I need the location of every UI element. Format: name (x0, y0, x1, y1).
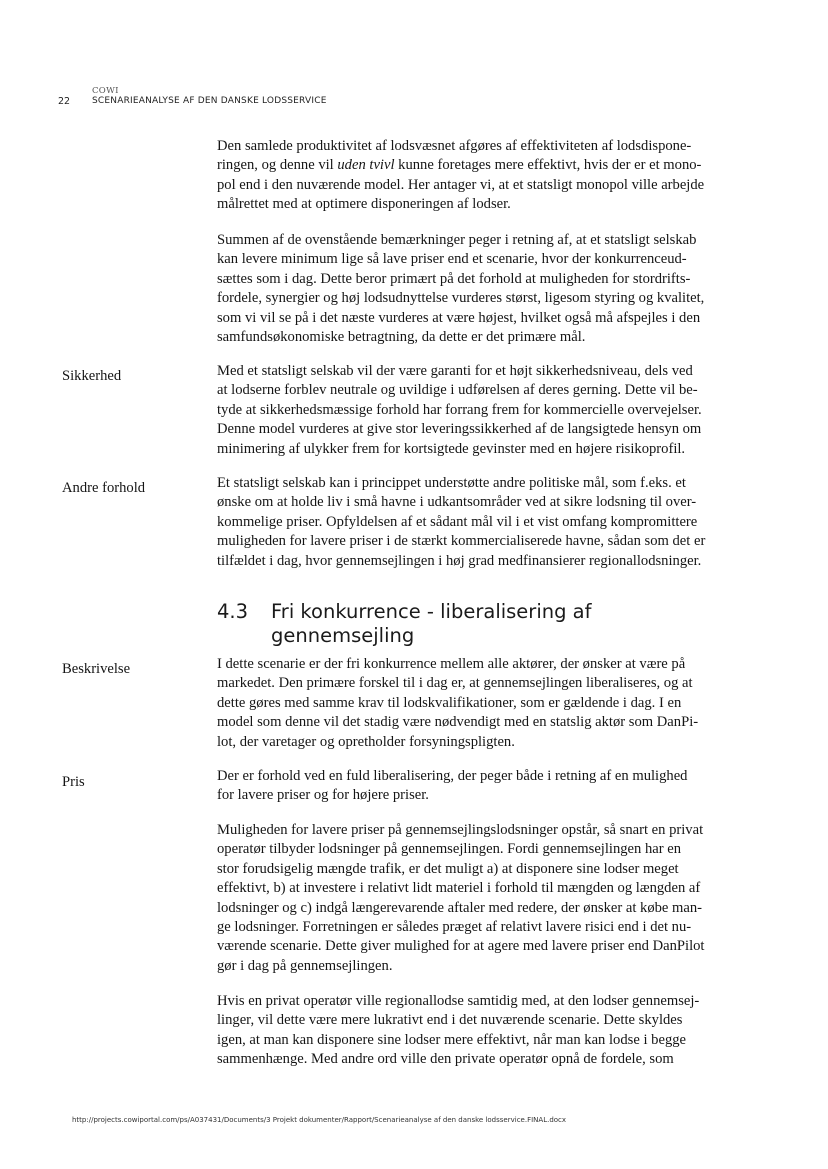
text-line: sammenhænge. Med andre ord ville den private operatør opnå de fordele, som (217, 1051, 674, 1068)
paragraph-other-conditions (217, 474, 713, 571)
paragraph-description (217, 655, 713, 752)
section-title (271, 600, 691, 648)
section-title-line: gennemsejling (271, 624, 415, 647)
text-line: målrettet med at optimere disponeringen af lodser. (217, 196, 511, 213)
text-line: ge lodsninger. Forretningen er således præget af relativt lavere risici end i det nu- (217, 919, 692, 936)
text-line: linger, vil dette være mere lukrativt end i det nuværende scenarie. Dette skyldes (217, 1012, 683, 1029)
text-line: samfundsøkonomiske betragtning, da dette er det primære mål. (217, 329, 586, 346)
text-line: Summen af de ovenstående bemærkninger peger i retning af, at et statsligt selskab (217, 232, 697, 248)
section-title-line: Fri konkurrence - liberalisering af (271, 600, 592, 623)
page-number: 22 (58, 96, 71, 107)
text-line: Denne model vurderes at give stor leveringssikkerhed af de langsigtede hensyn om (217, 421, 702, 438)
text-line: Den samlede produktivitet af lodsvæsnet afgøres af effektiviteten af lodsdispone- (217, 138, 692, 154)
text-line: muligheden for lavere priser i de stærkt kommercialiserede havne, sådan som det er (217, 533, 706, 550)
text-line: værende scenarie. Dette giver mulighed for at agere med lavere priser end DanPilot (217, 938, 705, 955)
text-line: dette gøres med samme krav til lodskvalifikationer, som er gældende i dag. I en (217, 694, 682, 711)
text-line: kan levere minimum lige så lave priser end et scenarie, hvor der konkurrenceud- (217, 251, 687, 268)
text-line: tilfældet i dag, hvor gennemsejlingen i høj grad medfinansierer regionallodsninger. (217, 552, 702, 569)
text-line: ønske om at holde liv i små havne i udkantsområder ved at sikre lodsning til over- (217, 494, 697, 511)
text-line: Muligheden for lavere priser på gennemsejlingslodsninger opstår, så snart en privat (217, 822, 704, 838)
text-line: Et statsligt selskab kan i princippet understøtte andre politiske mål, som f.eks. et (217, 475, 686, 491)
text-line: pol end i den nuværende model. Her antager vi, at et statsligt monopol ville arbejde (217, 176, 705, 193)
text-line: lodsninger og c) indgå længerevarende aftaler med redere, der ønsker at købe man- (217, 899, 703, 916)
side-label-andre-forhold: Andre forhold (62, 480, 146, 496)
text-line: minimering af ulykker frem for kortsigtede gevinster med en højere risikoprofil. (217, 440, 686, 457)
cowi-logo: COWI (92, 86, 119, 96)
side-label-sikkerhed: Sikkerhed (62, 368, 122, 384)
text-line: stor forudsigelig mængde trafik, er det muligt a) at disponere sine lodser meget (217, 860, 679, 877)
side-label-pris: Pris (62, 774, 85, 790)
text-line: Der er forhold ved en fuld liberalisering, der peger både i retning af en mulighed (217, 768, 688, 784)
text-line: for lavere priser og for højere priser. (217, 787, 429, 804)
text-line: tyde at sikkerhedsmæssige forhold har forrang frem for kommercielle overvejelser. (217, 401, 702, 418)
paragraph-price-intro (217, 767, 713, 806)
paragraph-lower-prices (217, 821, 713, 976)
footer-path: http://projects.cowiportal.com/ps/A037431/Documents/3 Projekt dokumenter/Rapport/Scenarieanalyse af den danske lodsservice.FINAL.docx (72, 1116, 567, 1124)
text-line: model som denne vil det stadig være nødvendigt med en statslig aktør som DanPi- (217, 714, 699, 731)
text-line: ringen, og denne vil uden tvivl kunne foretages mere effektivt, hvis der er et mono- (217, 157, 702, 174)
text-line: at lodserne forblev neutrale og uvildige i udførelsen af deres gerning. Dette vil be- (217, 382, 698, 399)
section-number: 4.3 (217, 600, 249, 623)
text-line: sættes som i dag. Dette beror primært på det forhold at muligheden for stordrifts- (217, 270, 691, 287)
text-line: lot, der varetager og opretholder forsyningspligten. (217, 733, 515, 750)
text-line: I dette scenarie er der fri konkurrence mellem alle aktører, der ønsker at være på (217, 656, 686, 672)
text-line: igen, at man kan disponere sine lodser mere effektivt, når man kan lodse i begge (217, 1031, 687, 1048)
side-label-beskrivelse: Beskrivelse (62, 661, 131, 677)
text-line: kommelige priser. Opfyldelsen af et sådant mål vil i et vist omfang kompromittere (217, 513, 698, 530)
text-line: som vi vil se på i det næste vurderes at være højest, hvilket også må afspejles i den (217, 309, 701, 326)
text-line: fordele, synergier og høj lodsudnyttelse vurderes størst, ligesom styring og kvalitet, (217, 290, 705, 307)
text-line: markedet. Den primære forskel til i dag er, at gennemsejlingen liberaliseres, og at (217, 675, 693, 692)
text-line: effektivt, b) at investere i relativt lidt materiel i forhold til mængden og længden af (217, 880, 701, 897)
paragraph-summary (217, 231, 713, 347)
text-line: Hvis en privat operatør ville regionallodse samtidig med, at den lodser gennemsej- (217, 993, 700, 1009)
paragraph-private-operator (217, 992, 713, 1070)
running-header-title: SCENARIEANALYSE AF DEN DANSKE LODSSERVICE (92, 96, 327, 106)
paragraph-safety (217, 362, 713, 459)
text-line: Med et statsligt selskab vil der være garanti for et højt sikkerhedsniveau, dels ved (217, 363, 693, 379)
paragraph-productivity (217, 137, 713, 215)
text-line: gør i dag på gennemsejlingen. (217, 957, 393, 974)
text-line: operatør tilbyder lodsninger på gennemsejlingen. Fordi gennemsejlingen har en (217, 841, 682, 858)
